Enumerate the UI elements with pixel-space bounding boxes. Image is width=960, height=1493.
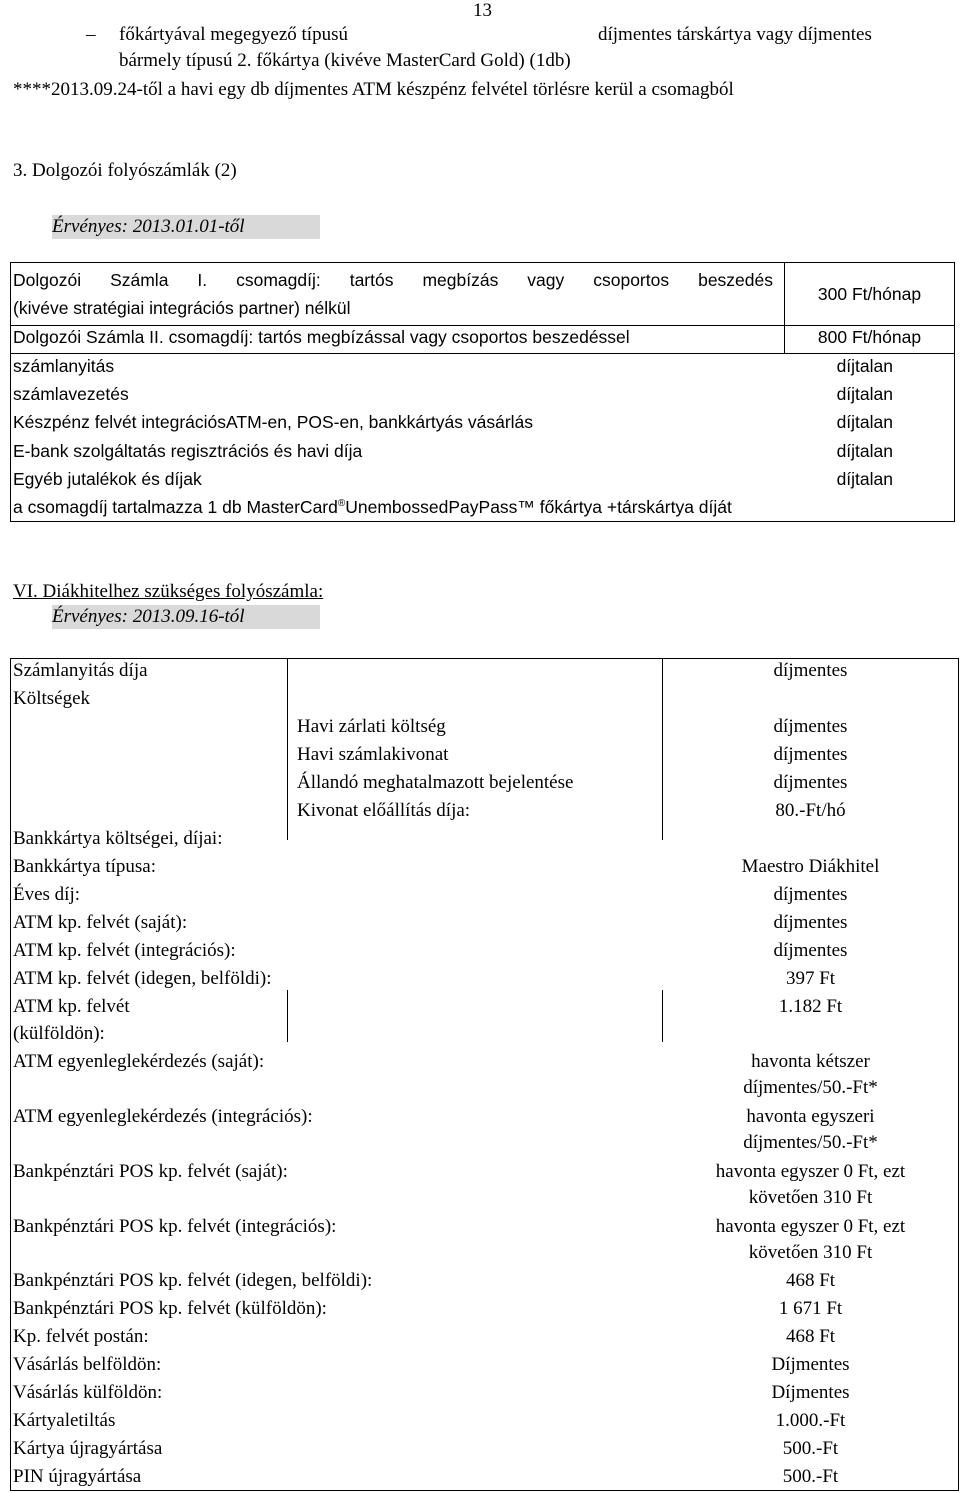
pos-int-value: havonta egyszer 0 Ft, ezt: [715, 1216, 906, 1237]
card-fee-value: 397 Ft: [785, 968, 836, 989]
pos-own-value-2: követően 310 Ft: [748, 1187, 873, 1208]
tail-fee-value: 1 671 Ft: [778, 1298, 843, 1319]
cost-value: díjmentes: [773, 772, 848, 793]
atm-abroad-value: 1.182 Ft: [778, 996, 843, 1017]
package1-line1: Dolgozói Számla I. csomagdíj: tartós megbízás vagy csoportos beszedés: [13, 270, 773, 290]
fee-row-label: számlavezetés: [13, 384, 129, 404]
tail-fee-label: Vásárlás külföldön:: [13, 1382, 163, 1403]
card-fee-value: díjmentes: [773, 912, 848, 933]
tail-fee-label: Bankpénztári POS kp. felvét (külföldön):: [13, 1298, 327, 1319]
cost-label: Kivonat előállítás díja:: [297, 800, 471, 821]
cost-value: díjmentes: [773, 744, 848, 765]
pos-own-label: Bankpénztári POS kp. felvét (saját):: [13, 1161, 288, 1182]
valid-from-label: Érvényes: 2013.01.01-től: [52, 215, 320, 239]
tail-fee-value: 468 Ft: [785, 1326, 836, 1347]
tail-fee-value: 500.-Ft: [782, 1466, 839, 1487]
package-note: [13, 497, 732, 518]
header-line1-right: díjmentes társkártya vagy díjmentes: [598, 24, 872, 45]
tail-fee-label: PIN újragyártása: [13, 1466, 142, 1487]
package-note-text-2: UnembossedPayPass™ főkártya +társkártya díját: [345, 497, 732, 517]
atm-abroad-label: ATM kp. felvét: [13, 996, 130, 1017]
fee-row-value: díjtalan: [836, 412, 893, 432]
fee-row-value: díjtalan: [836, 384, 893, 404]
tail-fee-label: Vásárlás belföldön:: [13, 1354, 162, 1375]
tail-fee-label: Bankpénztári POS kp. felvét (idegen, belföldi):: [13, 1270, 373, 1291]
tail-fee-label: Kártyaletiltás: [13, 1410, 116, 1431]
card-fee-label: ATM kp. felvét (saját):: [13, 912, 188, 933]
fee-row-value: díjtalan: [836, 441, 893, 461]
card-fee-value: díjmentes: [773, 940, 848, 961]
fee-row-label: Egyéb jutalékok és díjak: [13, 469, 202, 489]
tail-fee-value: Díjmentes: [771, 1382, 850, 1403]
balance-int-label: ATM egyenleglekérdezés (integrációs):: [13, 1106, 313, 1127]
card-fee-label: Bankkártya típusa:: [13, 856, 156, 877]
cost-label: Havi zárlati költség: [297, 716, 446, 737]
section-title: VI. Diákhitelhez szükséges folyószámla:: [13, 581, 324, 602]
card-fee-value: díjmentes: [773, 884, 848, 905]
card-fee-label: ATM kp. felvét (integrációs):: [13, 940, 236, 961]
package1-fee: 300 Ft/hónap: [817, 284, 922, 304]
costs-label: Költségek: [13, 688, 91, 709]
tail-fee-label: Kp. felvét postán:: [13, 1326, 149, 1347]
card-fee-value: Maestro Diákhitel: [741, 856, 880, 877]
cost-label: Állandó meghatalmazott bejelentése: [297, 772, 574, 793]
fee-row-label: Készpénz felvét integrációsATM-en, POS-en, bankkártyás vásárlás: [13, 412, 534, 432]
tail-fee-label: Kártya újragyártása: [13, 1438, 163, 1459]
pos-int-value-2: követően 310 Ft: [748, 1242, 873, 1263]
balance-own-value: havonta kétszer: [751, 1051, 870, 1072]
pos-own-value: havonta egyszer 0 Ft, ezt: [715, 1161, 906, 1182]
account-opening-label: Számlanyitás díja: [13, 660, 148, 681]
tail-fee-value: Díjmentes: [771, 1354, 850, 1375]
card-fee-label: Éves díj:: [13, 884, 81, 905]
cost-label: Havi számlakivonat: [297, 744, 449, 765]
package-note-text: a csomagdíj tartalmazza 1 db MasterCard: [13, 497, 338, 517]
account-opening-value: díjmentes: [773, 660, 848, 681]
package2-label: Dolgozói Számla II. csomagdíj: tartós megbízással vagy csoportos beszedéssel: [13, 327, 630, 347]
header-line3: ****2013.09.24-től a havi egy db díjmentes ATM készpénz felvétel törlésre kerül a csomagból: [13, 79, 734, 100]
registered-mark: ®: [337, 498, 346, 510]
section-title: 3. Dolgozói folyószámlák (2): [13, 160, 237, 181]
fee-row-value: díjtalan: [836, 469, 893, 489]
balance-int-value-2: díjmentes/50.-Ft*: [743, 1132, 878, 1153]
package2-fee: 800 Ft/hónap: [817, 327, 922, 347]
cost-value: díjmentes: [773, 716, 848, 737]
fee-row-label: E-bank szolgáltatás regisztrációs és havi díja: [13, 441, 363, 461]
header-line2: bármely típusú 2. főkártya (kivéve MasterCard Gold) (1db): [119, 50, 571, 71]
header-line1-left: főkártyával megegyező típusú: [119, 24, 348, 45]
tail-fee-value: 468 Ft: [785, 1270, 836, 1291]
valid-from-label: Érvényes: 2013.09.16-tól: [52, 605, 320, 629]
atm-abroad-label-2: (külföldön):: [13, 1023, 105, 1044]
fee-row-value: díjtalan: [836, 356, 893, 376]
balance-int-value: havonta egyszeri: [746, 1106, 875, 1127]
fee-row-label: számlanyitás: [13, 356, 115, 376]
package1-line2: (kivéve stratégiai integrációs partner) nélkül: [13, 298, 351, 318]
card-fee-label: ATM kp. felvét (idegen, belföldi):: [13, 968, 272, 989]
balance-own-label: ATM egyenleglekérdezés (saját):: [13, 1051, 265, 1072]
tail-fee-value: 500.-Ft: [782, 1438, 839, 1459]
tail-fee-value: 1.000.-Ft: [775, 1410, 846, 1431]
cost-value: 80.-Ft/hó: [775, 800, 846, 821]
pos-int-label: Bankpénztári POS kp. felvét (integrációs):: [13, 1216, 337, 1237]
card-fees-label: Bankkártya költségei, díjai:: [13, 828, 223, 849]
balance-own-value-2: díjmentes/50.-Ft*: [743, 1077, 878, 1098]
bullet-dash: –: [86, 24, 96, 45]
page-number: 13: [473, 0, 492, 21]
